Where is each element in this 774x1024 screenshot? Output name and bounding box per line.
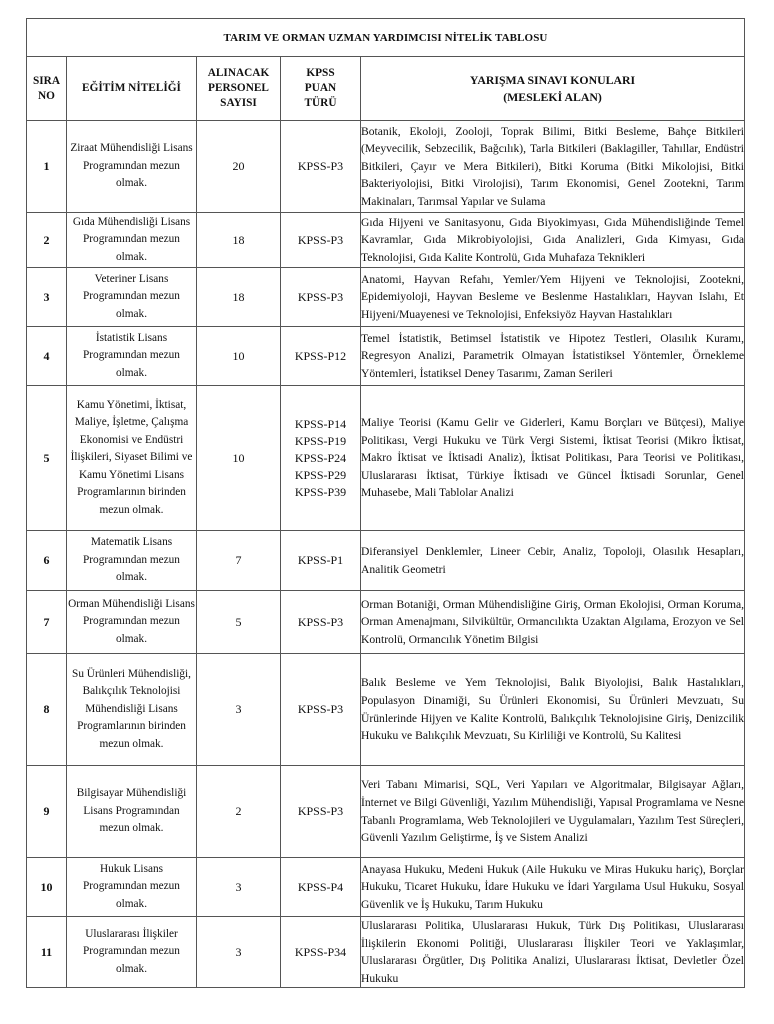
kpss-score-type: KPSS-P12 [294, 348, 347, 363]
table-row [27, 654, 745, 766]
kpss-score-type-cell [281, 654, 361, 766]
table-header-row [27, 57, 745, 121]
kpss-score-type: KPSS-P24 [294, 450, 347, 465]
header-no-line: NO [38, 89, 55, 102]
header-kpss-line-2: PUAN [304, 82, 337, 94]
exam-topics-cell: Maliye Teorisi (Kamu Gelir ve Giderleri, Kamu Borçları ve Bütçesi), Maliye Politikası, Vergi Hukuku ve Türk Vergi Sistemi, İktisat Teorisi (Mikro İktisat, Makro İktisat ve İktisadi Analiz), İktisat Politikası, Para Teorisi ve Politikası, Uluslararası İktisat, Türkiye İktisadı ve Güncel İktisadi Sorunlar, Genel Muhasebe, Mali Tablolar Analizi [361, 386, 745, 531]
personnel-count-cell: 3 [197, 858, 281, 917]
table-row [27, 268, 745, 327]
education-requirement-cell: İstatistik Lisans Programından mezun olmak. [67, 327, 197, 386]
row-number-cell: 1 [27, 121, 67, 213]
kpss-score-type: KPSS-P19 [294, 433, 347, 448]
table-row [27, 858, 745, 917]
header-personel-line-2: PERSONEL [208, 82, 269, 94]
table-row [27, 213, 745, 268]
kpss-score-type-cell [281, 917, 361, 988]
header-personel-line-3: SAYISI [220, 97, 257, 109]
kpss-score-type: KPSS-P3 [297, 702, 344, 716]
header-sira-no [27, 57, 67, 121]
kpss-score-type-cell [281, 268, 361, 327]
row-number-cell: 2 [27, 213, 67, 268]
education-requirement-cell: Kamu Yönetimi, İktisat, Maliye, İşletme, Çalışma Ekonomisi ve Endüstri İlişkileri, Siyaset Bilimi ve Kamu Yönetimi Lisans Programlarının birinden mezun olmak. [67, 386, 197, 531]
personnel-count-cell: 7 [197, 531, 281, 591]
row-number-cell: 7 [27, 591, 67, 654]
header-sira-line: SIRA [33, 74, 60, 87]
kpss-score-type-cell [281, 327, 361, 386]
table-row [27, 121, 745, 213]
kpss-score-type: KPSS-P3 [297, 289, 344, 304]
row-number-cell: 5 [27, 386, 67, 531]
header-konular-line-2: (MESLEKİ ALAN) [503, 89, 602, 104]
header-personel-line-1: ALINACAK [207, 67, 270, 79]
row-number-cell: 10 [27, 858, 67, 917]
table-title: TARIM VE ORMAN UZMAN YARDIMCISI NİTELİK TABLOSU [27, 19, 745, 57]
table-row [27, 917, 745, 988]
row-number-cell: 11 [27, 917, 67, 988]
education-requirement-cell: Gıda Mühendisliği Lisans Programından mezun olmak. [67, 213, 197, 268]
header-egitim-niteligi: EĞİTİM NİTELİĞİ [67, 57, 197, 121]
row-number-cell: 4 [27, 327, 67, 386]
education-requirement-cell: Orman Mühendisliği Lisans Programından mezun olmak. [67, 591, 197, 654]
education-requirement-cell: Bilgisayar Mühendisliği Lisans Programından mezun olmak. [67, 766, 197, 858]
exam-topics-cell: Botanik, Ekoloji, Zooloji, Toprak Bilimi, Bitki Besleme, Bahçe Bitkileri (Meyvecilik, Sebzecilik, Bağcılık), Tarla Bitkileri (Baklagiller, Tahıllar, Endüstri Bitkileri, Çayır ve Mera Bitkileri), Bitki Koruma (Bitki Mikolojisi, Bitki Bakteriyolojisi, Bitki Virolojisi), Tarım Ekonomisi, Genel Zootekni, Tarım Makinaları, Tarımsal Yapılar ve Sulama [361, 121, 745, 213]
header-kpss-puan-turu [281, 57, 361, 121]
kpss-score-type: KPSS-P34 [294, 944, 347, 959]
kpss-score-type: KPSS-P3 [297, 159, 344, 173]
kpss-score-type: KPSS-P4 [297, 879, 344, 894]
table-row [27, 386, 745, 531]
row-number-cell: 9 [27, 766, 67, 858]
kpss-score-type: KPSS-P3 [297, 804, 344, 818]
kpss-score-type-cell [281, 121, 361, 213]
personnel-count-cell: 18 [197, 213, 281, 268]
row-number-cell: 6 [27, 531, 67, 591]
exam-topics-cell: Anatomi, Hayvan Refahı, Yemler/Yem Hijyeni ve Teknolojisi, Zootekni, Epidemiyoloji, Hayvan Besleme ve Beslenme Hastalıkları, Hayvan Islahı, Et Hijyeni/Muayenesi ve Teknolojisi, Enfeksiyöz Hayvan Hastalıkları [361, 268, 745, 327]
row-number-cell: 8 [27, 654, 67, 766]
exam-topics-cell: Temel İstatistik, Betimsel İstatistik ve Hipotez Testleri, Olasılık Kuramı, Regresyon Analizi, Parametrik Olmayan İstatistiksel Yöntemler, Örnekleme Yöntemleri, İstatiksel Deney Tasarımı, Zaman Serileri [361, 327, 745, 386]
header-kpss-line-1: KPSS [306, 67, 335, 79]
education-requirement-cell: Matematik Lisans Programından mezun olmak. [67, 531, 197, 591]
kpss-score-type-cell [281, 531, 361, 591]
personnel-count-cell: 20 [197, 121, 281, 213]
header-konular-line-1: YARIŞMA SINAVI KONULARI [469, 72, 636, 87]
education-requirement-cell: Veteriner Lisans Programından mezun olmak. [67, 268, 197, 327]
kpss-score-type: KPSS-P29 [294, 467, 347, 482]
kpss-score-type: KPSS-P1 [297, 553, 344, 567]
personnel-count-cell: 5 [197, 591, 281, 654]
personnel-count-cell: 10 [197, 386, 281, 531]
header-kpss-line-3: TÜRÜ [304, 97, 337, 109]
kpss-score-type-cell [281, 213, 361, 268]
education-requirement-cell: Ziraat Mühendisliği Lisans Programından mezun olmak. [67, 121, 197, 213]
row-number-cell: 3 [27, 268, 67, 327]
kpss-score-type-cell [281, 858, 361, 917]
exam-topics-cell: Gıda Hijyeni ve Sanitasyonu, Gıda Biyokimyası, Gıda Mühendisliğinde Temel Kavramlar, Gıda Mikrobiyolojisi, Gıda Analizleri, Gıda Kimyası, Gıda Teknolojisi, Gıda Kalite Kontrolü, Gıda Muhafaza Teknikleri [361, 213, 745, 268]
kpss-score-type-cell [281, 766, 361, 858]
qualification-table [26, 18, 745, 988]
kpss-score-type: KPSS-P3 [297, 232, 344, 247]
table-row [27, 591, 745, 654]
kpss-score-type: KPSS-P14 [294, 416, 347, 431]
education-requirement-cell: Su Ürünleri Mühendisliği, Balıkçılık Teknolojisi Mühendisliği Lisans Programlarının birinden mezun olmak. [67, 654, 197, 766]
exam-topics-cell: Diferansiyel Denklemler, Lineer Cebir, Analiz, Topoloji, Olasılık Hesapları, Analitik Geometri [361, 531, 745, 591]
kpss-score-type: KPSS-P39 [294, 484, 347, 499]
personnel-count-cell: 3 [197, 654, 281, 766]
education-requirement-cell: Hukuk Lisans Programından mezun olmak. [67, 858, 197, 917]
table-row [27, 766, 745, 858]
exam-topics-cell: Veri Tabanı Mimarisi, SQL, Veri Yapıları ve Algoritmalar, Bilgisayar Ağları, İnternet ve Bilgi Güvenliği, Yazılım Mühendisliği, Yapısal Programlama ve Nesne Tabanlı Programlama, Web Teknolojileri ve Uygulamaları, Yazılım Test Süreçleri, Güvenli Yazılım Geliştirme, İş ve Sistem Analizi [361, 766, 745, 858]
exam-topics-cell: Anayasa Hukuku, Medeni Hukuk (Aile Hukuku ve Miras Hukuku hariç), Borçlar Hukuku, Ticaret Hukuku, İdare Hukuku ve İdari Yargılama Usul Hukuku, Sosyal Güvenlik ve İş Hukuku, Tarım Hukuku [361, 858, 745, 917]
table-title-row [27, 19, 745, 57]
kpss-score-type-cell [281, 386, 361, 531]
header-personel-sayisi [197, 57, 281, 121]
personnel-count-cell: 18 [197, 268, 281, 327]
exam-topics-cell: Uluslararası Politika, Uluslararası Hukuk, Türk Dış Politikası, Uluslararası İlişkilerin Ekonomi Politiği, Uluslararası İlişkiler Teori ve Yaklaşımlar, Uluslararası Örgütler, Dış Politika Analizi, Uluslararası İktisat, Devletler Özel Hukuku [361, 917, 745, 988]
table-row [27, 531, 745, 591]
exam-topics-cell: Orman Botaniği, Orman Mühendisliğine Giriş, Orman Ekolojisi, Orman Koruma, Orman Amenajmanı, Silvikültür, Ormancılıkta Uzaktan Algılama, Erozyon ve Sel Kontrolü, Ormancılık Yönetim Bilgisi [361, 591, 745, 654]
table-row [27, 327, 745, 386]
education-requirement-cell: Uluslararası İlişkiler Programından mezun olmak. [67, 917, 197, 988]
kpss-score-type: KPSS-P3 [297, 614, 344, 629]
personnel-count-cell: 3 [197, 917, 281, 988]
personnel-count-cell: 2 [197, 766, 281, 858]
kpss-score-type-cell [281, 591, 361, 654]
personnel-count-cell: 10 [197, 327, 281, 386]
exam-topics-cell: Balık Besleme ve Yem Teknolojisi, Balık Biyolojisi, Balık Hastalıkları, Populasyon Dinamiği, Su Ürünleri Ekonomisi, Su Ürünleri Mevzuatı, Su Ürünlerinde Hijyen ve Kalite Kontrolü, Balıkçılık Teknolojisine Giriş, Denizcilik Hukuku ve Balıkçılık Mevzuatı, Su Kirliliği ve Kontrolü, Su Kalitesi [361, 654, 745, 766]
header-sinav-konulari [361, 57, 745, 121]
